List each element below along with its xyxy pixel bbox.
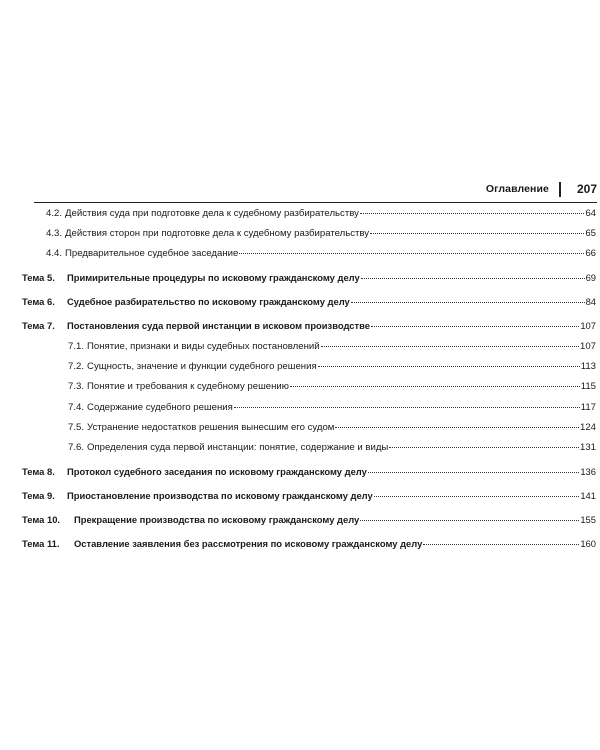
entry-page: 107 xyxy=(579,341,596,352)
entry-title: Действия суда при подготовке дела к судебному разбирательству xyxy=(65,208,359,219)
entry-number: 7.2. xyxy=(68,361,85,372)
dot-leader xyxy=(360,213,584,214)
entry-page: 131 xyxy=(579,442,596,453)
dot-leader xyxy=(239,253,584,254)
toc-topic-entry xyxy=(22,272,596,284)
entry-page: 160 xyxy=(580,538,596,549)
toc-entry xyxy=(46,208,596,220)
dot-leader xyxy=(368,472,580,473)
topic-number: Тема 6. xyxy=(22,296,55,307)
entry-number: 4.2. xyxy=(46,208,63,219)
entry-page: 117 xyxy=(580,402,596,413)
header-title: Оглавление xyxy=(485,183,549,195)
toc-entry xyxy=(46,248,596,260)
dot-leader xyxy=(370,233,584,234)
toc-topic-entry xyxy=(22,296,596,308)
entry-page: 84 xyxy=(585,296,596,307)
entry-title: Определения суда первой инстанции: понятие, содержание и виды xyxy=(87,442,389,453)
dot-leader xyxy=(423,544,579,545)
topic-number: Тема 9. xyxy=(22,490,55,501)
toc-topic-entry xyxy=(22,490,596,502)
toc-entry xyxy=(68,381,596,393)
toc-entry xyxy=(68,361,596,373)
topic-title: Прекращение производства по исковому гражданскому делу xyxy=(74,514,360,525)
dot-leader xyxy=(374,496,580,497)
toc-entry xyxy=(68,402,596,414)
dot-leader xyxy=(361,278,585,279)
entry-page: 107 xyxy=(580,320,596,331)
entry-number: 7.5. xyxy=(68,422,85,433)
entry-page: 124 xyxy=(579,422,596,433)
entry-title: Содержание судебного решения xyxy=(87,402,233,413)
entry-page: 141 xyxy=(580,490,596,501)
header-separator xyxy=(559,182,561,197)
topic-title: Приостановление производства по исковому гражданскому делу xyxy=(67,490,373,501)
topic-number: Тема 11. xyxy=(22,538,60,549)
topic-title: Постановления суда первой инстанции в исковом производстве xyxy=(67,320,370,331)
toc-topic-entry xyxy=(22,538,596,550)
topic-number: Тема 10. xyxy=(22,514,61,525)
toc-topic-entry xyxy=(22,514,596,526)
toc-entry xyxy=(46,228,596,240)
topic-title: Протокол судебного заседания по исковому гражданскому делу xyxy=(67,466,367,477)
entry-page: 66 xyxy=(585,248,596,259)
entry-number: 7.4. xyxy=(68,402,85,413)
dot-leader xyxy=(290,386,580,387)
entry-number: 4.3. xyxy=(46,228,63,239)
entry-page: 65 xyxy=(585,228,596,239)
entry-number: 7.3. xyxy=(68,381,85,392)
toc-entry xyxy=(68,442,596,454)
entry-title: Действия сторон при подготовке дела к судебному разбирательству xyxy=(65,228,370,239)
entry-page: 69 xyxy=(585,272,596,283)
entry-page: 136 xyxy=(580,466,596,477)
entry-page: 115 xyxy=(580,381,596,392)
entry-title: Понятие, признаки и виды судебных постановлений xyxy=(87,341,320,352)
entry-number: 7.1. xyxy=(68,341,85,352)
toc-topic-entry xyxy=(22,466,596,478)
dot-leader xyxy=(321,346,579,347)
entry-title: Устранение недостатков решения вынесшим его судом xyxy=(87,422,335,433)
dot-leader xyxy=(371,326,579,327)
entry-page: 64 xyxy=(585,208,596,219)
entry-title: Понятие и требования к судебному решению xyxy=(87,381,289,392)
entry-number: 4.4. xyxy=(46,248,63,259)
dot-leader xyxy=(360,520,579,521)
topic-number: Тема 5. xyxy=(22,272,55,283)
entry-title: Сущность, значение и функции судебного решения xyxy=(87,361,317,372)
dot-leader xyxy=(351,302,585,303)
topic-number: Тема 8. xyxy=(22,466,55,477)
dot-leader xyxy=(335,427,579,428)
header-page-number: 207 xyxy=(576,182,597,196)
running-header xyxy=(34,182,597,203)
topic-number: Тема 7. xyxy=(22,320,55,331)
toc-entry xyxy=(68,341,596,353)
topic-title: Оставление заявления без рассмотрения по исковому гражданскому делу xyxy=(74,538,423,549)
toc-topic-entry xyxy=(22,320,596,332)
entry-number: 7.6. xyxy=(68,442,85,453)
topic-title: Судебное разбирательство по исковому гражданскому делу xyxy=(67,296,350,307)
entry-page: 113 xyxy=(580,361,596,372)
entry-page: 155 xyxy=(580,514,596,525)
dot-leader xyxy=(234,407,580,408)
topic-title: Примирительные процедуры по исковому гражданскому делу xyxy=(67,272,360,283)
dot-leader xyxy=(318,366,580,367)
toc-entry xyxy=(68,422,596,434)
dot-leader xyxy=(389,447,579,448)
entry-title: Предварительное судебное заседание xyxy=(65,248,239,259)
